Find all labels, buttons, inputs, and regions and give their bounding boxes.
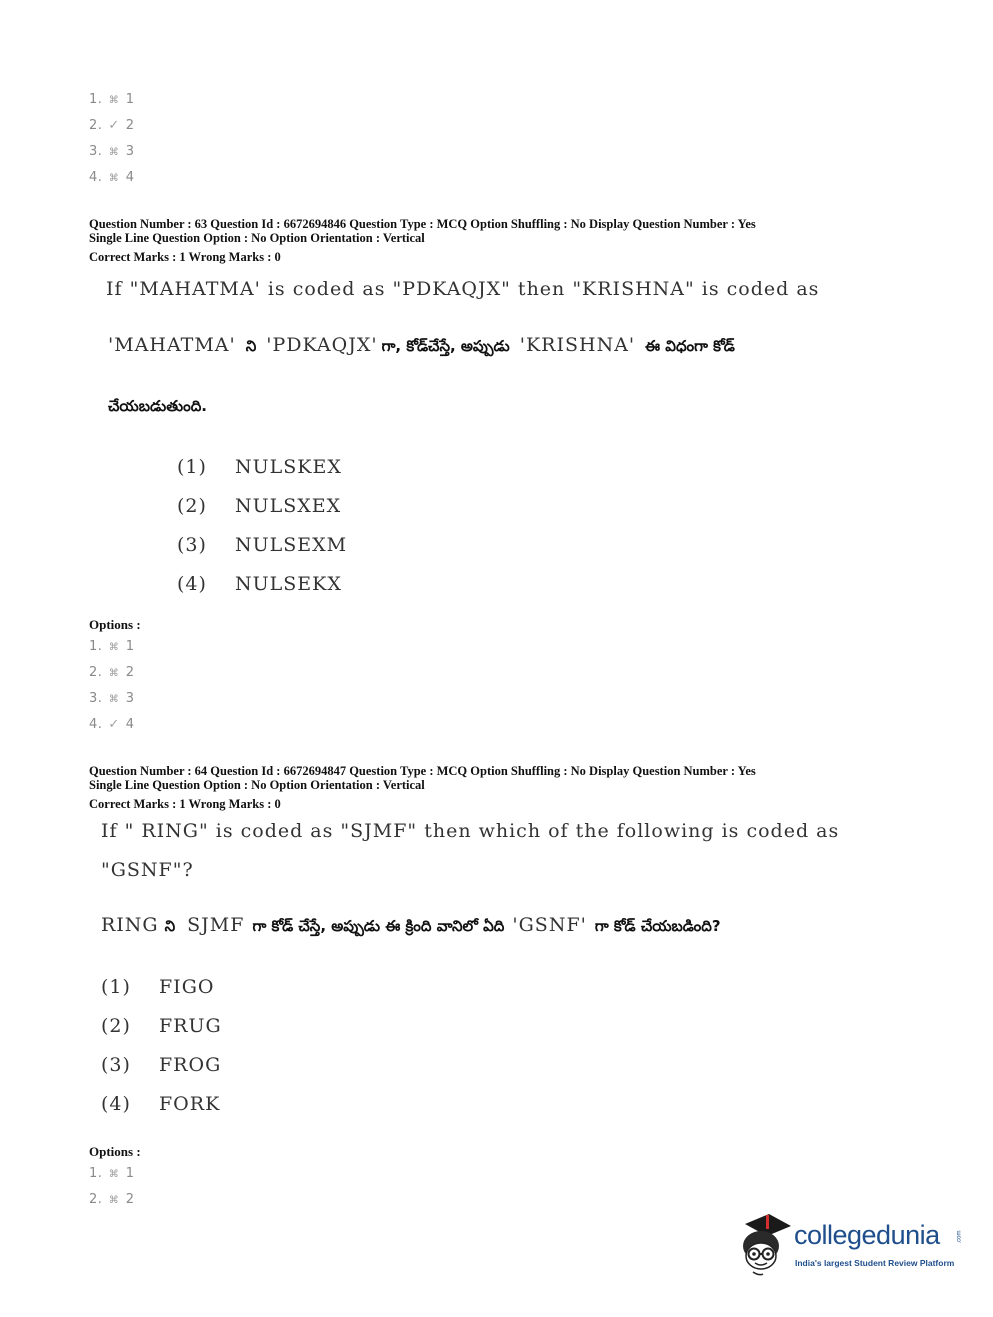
cross-icon: ⌘ (108, 173, 120, 184)
choice-item (101, 1093, 220, 1115)
option-label: 4 (125, 717, 135, 732)
option-line (89, 1166, 134, 1181)
telugu-segment: 'KRISHNA' (519, 334, 636, 356)
choice-text: FIGO (159, 976, 215, 998)
telugu-segment: ఈ విధంగా కోడ్ (645, 337, 735, 355)
choice-text: NULSEKX (235, 573, 342, 595)
question-text-telugu-line2: చేయబడుతుంది. (108, 397, 207, 415)
question-meta-line2: Single Line Question Option : No Option Orientation : Vertical (89, 231, 425, 245)
cross-icon: ⌘ (108, 1169, 120, 1180)
option-number: 2. (89, 1192, 103, 1207)
choice-text: FORK (159, 1093, 221, 1115)
logo-tld: .com (956, 1230, 963, 1244)
option-number: 2. (89, 665, 103, 680)
cross-icon: ⌘ (108, 694, 120, 705)
telugu-segment: ని (245, 337, 257, 355)
option-line (89, 665, 134, 680)
choice-number: (4) (101, 1093, 131, 1115)
options-heading: Options : (89, 1144, 141, 1159)
choice-item (177, 534, 347, 556)
cross-icon: ⌘ (108, 642, 120, 653)
choice-item (177, 456, 342, 478)
option-number: 3. (89, 691, 103, 706)
option-number: 4. (89, 170, 103, 185)
question-text-telugu (101, 914, 721, 939)
option-label: 3 (125, 691, 135, 706)
option-label: 1 (125, 1166, 135, 1181)
question-text-telugu (108, 334, 735, 359)
option-label: 1 (125, 92, 135, 107)
option-label: 1 (125, 639, 135, 654)
cross-icon: ⌘ (108, 147, 120, 158)
choice-number: (3) (177, 534, 207, 556)
option-label: 3 (125, 144, 135, 159)
option-line (89, 691, 134, 706)
telugu-segment: RING (101, 914, 159, 936)
option-label: 4 (125, 170, 135, 185)
question-meta-line1: Question Number : 64 Question Id : 6672694847 Question Type : MCQ Option Shuffling : No Display Question Number : Yes (89, 764, 756, 778)
choice-number: (2) (101, 1015, 131, 1037)
option-number: 1. (89, 639, 103, 654)
question-meta (89, 217, 756, 245)
telugu-segment: గా, కోడ్‌చేస్తే, అప్పుడు (381, 337, 510, 355)
telugu-segment: గా కోడ్ చేస్తే, అప్పుడు ఈ క్రింది వానిలో ఏది (252, 917, 505, 935)
choice-text: FROG (159, 1054, 222, 1076)
choice-text: NULSXEX (235, 495, 342, 517)
option-label: 2 (125, 665, 135, 680)
telugu-segment: 'GSNF' (512, 914, 587, 936)
collegedunia-logo (735, 1210, 965, 1282)
telugu-segment: ని (164, 917, 176, 935)
option-label: 2 (125, 1192, 135, 1207)
telugu-segment: గా కోడ్ చేయబడింది? (594, 917, 721, 935)
question-meta-line1: Question Number : 63 Question Id : 6672694846 Question Type : MCQ Option Shuffling : No Display Question Number : Yes (89, 217, 756, 231)
choice-number: (1) (177, 456, 207, 478)
choice-number: (4) (177, 573, 207, 595)
telugu-segment: SJMF (187, 914, 245, 936)
choice-text: NULSKEX (235, 456, 342, 478)
cross-icon: ⌘ (108, 668, 120, 679)
choice-item (177, 573, 342, 595)
choice-text: NULSEXM (235, 534, 348, 556)
mascot-icon (735, 1210, 793, 1280)
logo-wordmark: collegedunia (794, 1220, 940, 1250)
marks-line: Correct Marks : 1 Wrong Marks : 0 (89, 797, 281, 811)
option-line (89, 1192, 134, 1207)
option-number: 3. (89, 144, 103, 159)
telugu-segment: 'PDKAQJX' (266, 334, 378, 356)
choice-number: (3) (101, 1054, 131, 1076)
choice-item (177, 495, 341, 517)
marks-line: Correct Marks : 1 Wrong Marks : 0 (89, 250, 281, 264)
option-number: 4. (89, 717, 103, 732)
choice-item (101, 1015, 222, 1037)
choice-item (101, 976, 214, 998)
option-line (89, 144, 134, 159)
choice-number: (1) (101, 976, 131, 998)
option-line (89, 170, 134, 185)
option-number: 1. (89, 92, 103, 107)
logo-tagline: India's largest Student Review Platform (795, 1258, 955, 1268)
option-line (89, 717, 134, 732)
tick-icon: ✓ (108, 717, 120, 732)
question-text-english-line2: "GSNF"? (101, 859, 194, 881)
telugu-segment: 'MAHATMA' (108, 334, 236, 356)
tick-icon: ✓ (108, 118, 120, 133)
option-line (89, 92, 134, 107)
options-heading: Options : (89, 617, 141, 632)
choice-item (101, 1054, 221, 1076)
option-line (89, 639, 134, 654)
option-line (89, 118, 134, 133)
cross-icon: ⌘ (108, 95, 120, 106)
option-number: 1. (89, 1166, 103, 1181)
question-meta (89, 764, 756, 792)
option-label: 2 (125, 118, 135, 133)
choice-number: (2) (177, 495, 207, 517)
choice-text: FRUG (159, 1015, 222, 1037)
question-text-english: If "MAHATMA' is coded as "PDKAQJX" then "KRISHNA" is coded as (106, 278, 820, 300)
question-meta-line2: Single Line Question Option : No Option Orientation : Vertical (89, 778, 425, 792)
option-number: 2. (89, 118, 103, 133)
cross-icon: ⌘ (108, 1195, 120, 1206)
question-text-english: If " RING" is coded as "SJMF" then which of the following is coded as (101, 820, 840, 842)
